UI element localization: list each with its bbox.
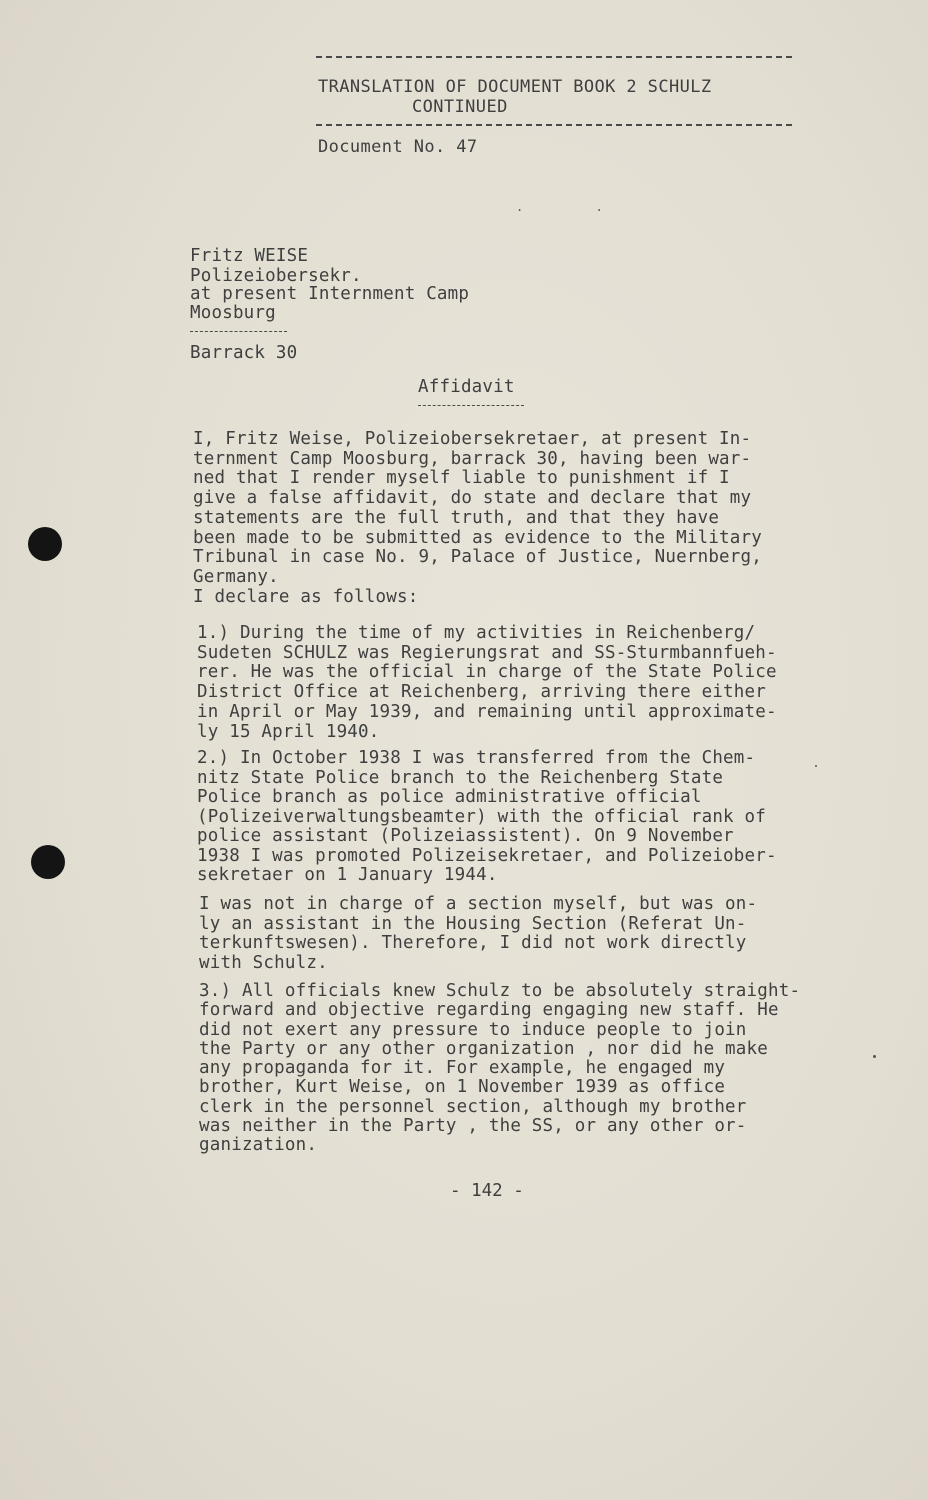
intro-line: been made to be submitted as evidence to the Military bbox=[193, 527, 763, 548]
paragraph-2-line: Police branch as police administrative official bbox=[197, 787, 702, 807]
paragraph-2-line: police assistant (Polizeiassistent). On 9 November bbox=[197, 826, 734, 846]
paragraph-2-line: sekretaer on 1 January 1944. bbox=[197, 865, 498, 885]
paragraph-3-line: did not exert any pressure to induce people to join bbox=[199, 1019, 747, 1040]
paragraph-3-line: any propaganda for it. For example, he engaged my bbox=[199, 1058, 726, 1079]
author-camp: Moosburg bbox=[190, 303, 276, 323]
heading-underline bbox=[418, 405, 524, 406]
paragraph-2-line: 2.) In October 1938 I was transferred from the Chem- bbox=[197, 748, 756, 768]
paragraph-3-line: 3.) All officials knew Schulz to be absolutely straight- bbox=[199, 981, 801, 1001]
punch-hole bbox=[28, 527, 62, 561]
paragraph-1-line: District Office at Reichenberg, arriving there either bbox=[197, 682, 767, 703]
paragraph-2b-line: with Schulz. bbox=[199, 953, 328, 974]
paragraph-2b-line: ly an assistant in the Housing Section (Referat Un- bbox=[199, 913, 747, 934]
header-top-rule bbox=[316, 56, 792, 58]
intro-line: I declare as follows: bbox=[193, 586, 419, 607]
paragraph-2-line: 1938 I was promoted Polizeisekretaer, and Polizeiober- bbox=[197, 845, 777, 866]
author-rank: Polizeiobersekr. bbox=[190, 266, 362, 286]
intro-line: give a false affidavit, do state and declare that my bbox=[193, 488, 752, 509]
paragraph-3-line: clerk in the personnel section, although my brother bbox=[199, 1096, 747, 1117]
intro-line: ternment Camp Moosburg, barrack 30, having been war- bbox=[193, 448, 752, 469]
header-title: TRANSLATION OF DOCUMENT BOOK 2 SCHULZ bbox=[318, 77, 712, 97]
paragraph-1-line: in April or May 1939, and remaining until approximate- bbox=[197, 701, 777, 722]
paragraph-3-line: brother, Kurt Weise, on 1 November 1939 as office bbox=[199, 1077, 726, 1098]
punch-hole bbox=[31, 845, 65, 879]
paragraph-1-line: Sudeten SCHULZ was Regierungsrat and SS-Sturmbannfueh- bbox=[197, 642, 777, 663]
paragraph-2-line: (Polizeiverwaltungsbeamter) with the official rank of bbox=[197, 806, 767, 827]
intro-line: statements are the full truth, and that they have bbox=[193, 507, 720, 528]
paragraph-2-line: nitz State Police branch to the Reichenberg State bbox=[197, 767, 724, 788]
paragraph-3-line: forward and objective regarding engaging new staff. He bbox=[199, 1000, 779, 1021]
ink-specks: . . bbox=[516, 200, 603, 214]
author-name: Fritz WEISE bbox=[190, 246, 309, 266]
paragraph-1 bbox=[197, 624, 857, 742]
ink-speck bbox=[873, 1055, 876, 1058]
ink-speck bbox=[815, 765, 817, 767]
intro-line: Germany. bbox=[193, 566, 279, 587]
intro-line: Tribunal in case No. 9, Palace of Justice, Nuernberg, bbox=[193, 547, 763, 568]
intro-line: ned that I render myself liable to punishment if I bbox=[193, 468, 730, 489]
paragraph-1-line: rer. He was the official in charge of the State Police bbox=[197, 662, 777, 683]
paragraph-2 bbox=[197, 749, 857, 886]
author-location: at present Internment Camp bbox=[190, 284, 470, 304]
header-bottom-rule bbox=[316, 124, 792, 126]
paragraph-3 bbox=[199, 982, 859, 1156]
affidavit-heading: Affidavit bbox=[418, 377, 515, 397]
paragraph-1-line: 1.) During the time of my activities in Reichenberg/ bbox=[197, 623, 756, 643]
address-rule bbox=[190, 331, 287, 332]
paragraph-2b-line: terkunftswesen). Therefore, I did not work directly bbox=[199, 933, 747, 954]
page-number: - 142 - bbox=[450, 1181, 524, 1201]
paragraph-3-line: the Party or any other organization , nor did he make bbox=[199, 1038, 769, 1059]
author-barrack: Barrack 30 bbox=[190, 343, 298, 363]
intro-paragraph bbox=[193, 430, 853, 607]
paragraph-2b-line: I was not in charge of a section myself, but was on- bbox=[199, 894, 758, 914]
paragraph-3-line: ganization. bbox=[199, 1135, 318, 1156]
intro-line: I, Fritz Weise, Polizeiobersekretaer, at present In- bbox=[193, 429, 752, 449]
paragraph-2-continuation bbox=[199, 895, 859, 974]
document-number: Document No. 47 bbox=[318, 137, 478, 157]
paragraph-1-line: ly 15 April 1940. bbox=[197, 721, 380, 742]
header-subtitle: CONTINUED bbox=[412, 97, 508, 117]
paragraph-3-line: was neither in the Party , the SS, or any other or- bbox=[199, 1116, 747, 1137]
